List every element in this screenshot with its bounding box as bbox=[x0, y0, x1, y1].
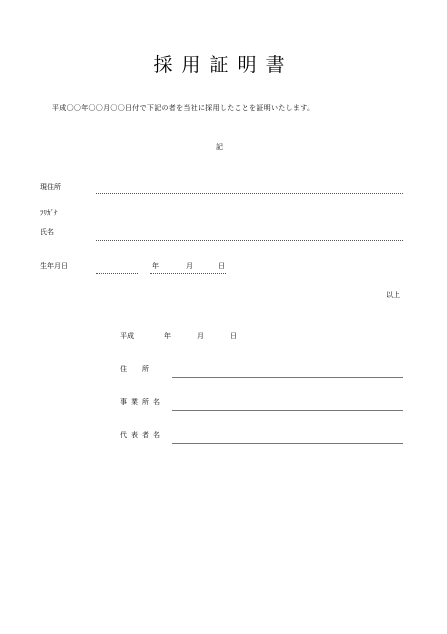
ki-heading: 記 bbox=[216, 143, 223, 151]
birth-date-line[interactable] bbox=[150, 273, 226, 274]
address-line[interactable] bbox=[96, 193, 403, 194]
furigana-label: ﾌﾘｶﾞﾅ bbox=[40, 209, 58, 217]
name-label: 氏名 bbox=[40, 228, 54, 236]
birthdate-label: 生年月日 bbox=[40, 262, 68, 270]
cert-address-line[interactable] bbox=[172, 377, 403, 378]
cert-representative-label: 代表者名 bbox=[120, 431, 164, 439]
birth-era-line[interactable] bbox=[96, 273, 138, 274]
cert-day-unit: 日 bbox=[230, 332, 237, 340]
birth-day-unit: 日 bbox=[218, 262, 225, 270]
birth-year-unit: 年 bbox=[152, 262, 159, 270]
cert-representative-line[interactable] bbox=[172, 443, 403, 444]
cert-office-label: 事業所名 bbox=[120, 398, 164, 406]
ijo-text: 以上 bbox=[386, 291, 400, 299]
cert-year-unit: 年 bbox=[164, 332, 171, 340]
birth-month-unit: 月 bbox=[186, 262, 193, 270]
cert-address-label: 住 所 bbox=[120, 365, 153, 373]
cert-month-unit: 月 bbox=[197, 332, 204, 340]
document-title: 採用証明書 bbox=[153, 54, 294, 76]
cert-office-line[interactable] bbox=[172, 410, 403, 411]
cert-era: 平成 bbox=[120, 332, 134, 340]
address-label: 現住所 bbox=[40, 183, 61, 191]
name-line[interactable] bbox=[96, 240, 403, 241]
intro-text: 平成〇〇年〇〇月〇〇日付で下記の者を当社に採用したことを証明いたします。 bbox=[52, 104, 315, 112]
